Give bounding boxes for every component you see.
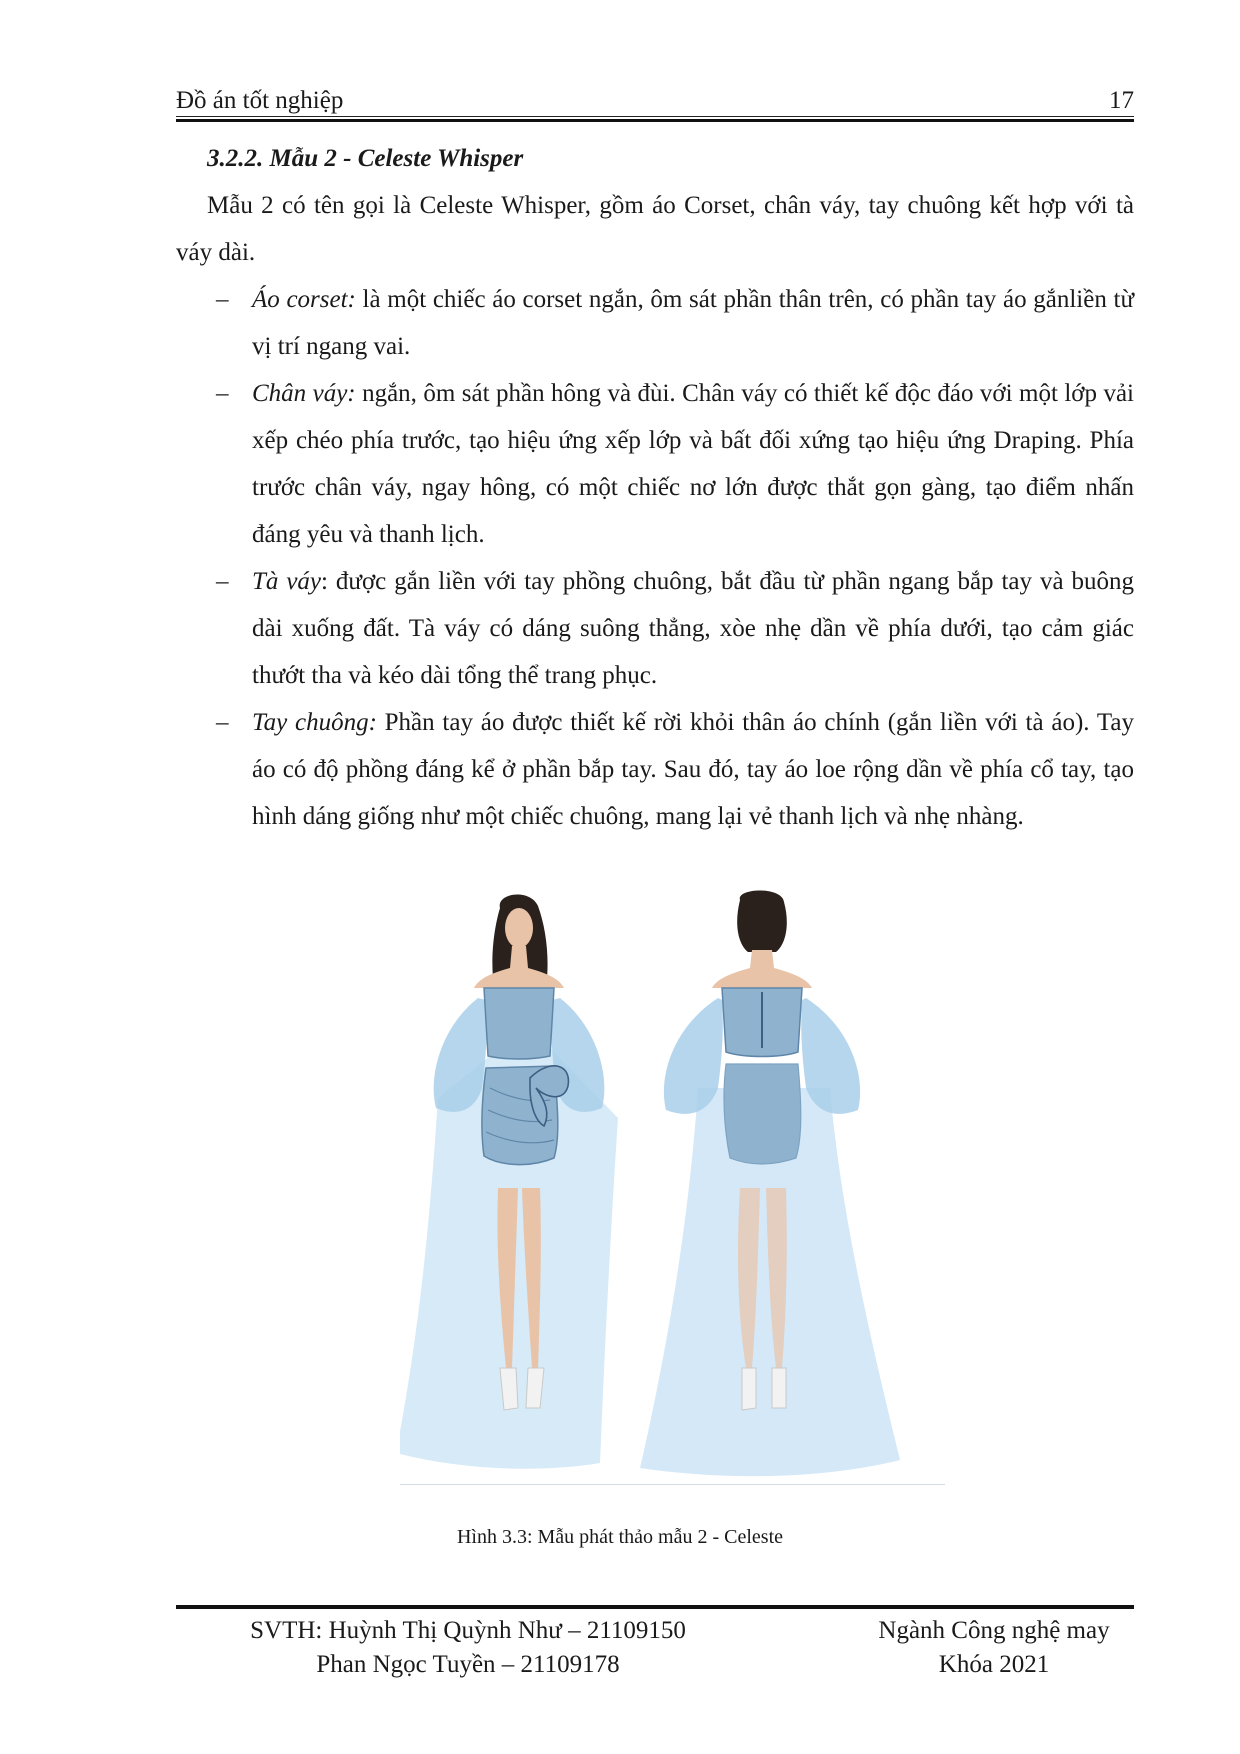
page-header	[176, 84, 1134, 118]
list-item-term: Áo corset:	[252, 286, 356, 313]
list-item-text: : được gắn liền với tay phồng chuông, bắt đầu từ phần ngang bắp tay và buông dài xuống đất. Tà váy có dáng suông thẳng, xòe nhẹ dần về phía dưới, tạo cảm giác thướt tha và kéo dài tổng thể trang phục.	[252, 568, 1134, 689]
footer-author-2: Phan Ngọc Tuyền – 21109178	[316, 1651, 620, 1678]
list-item-sleeve	[176, 699, 1134, 840]
back-right-sleeve	[801, 998, 860, 1114]
list-item-term: Tay chuông:	[252, 709, 377, 736]
list-item-term: Tà váy	[252, 568, 322, 595]
component-list	[176, 276, 1134, 840]
bullet-dash: –	[216, 709, 229, 736]
list-item-skirt	[176, 370, 1134, 558]
front-corset	[484, 988, 554, 1059]
back-skirt	[724, 1064, 801, 1164]
bullet-dash: –	[216, 568, 229, 595]
header-rule	[176, 116, 1134, 117]
fashion-sketch-figure	[400, 888, 940, 1484]
page-body	[176, 135, 1134, 840]
footer-authors	[208, 1614, 728, 1682]
fashion-sketch-illustration	[400, 888, 940, 1484]
list-item-corset	[176, 276, 1134, 370]
footer-cohort: Khóa 2021	[938, 1651, 1050, 1678]
back-torso-skin	[712, 950, 812, 988]
front-torso-skin	[474, 946, 564, 988]
back-hair	[737, 891, 787, 953]
figure-baseline	[400, 1484, 945, 1485]
bullet-dash: –	[216, 380, 229, 407]
front-left-sleeve	[434, 998, 487, 1112]
page-footer	[176, 1614, 1134, 1694]
footer-major: Ngành Công nghệ may	[878, 1617, 1110, 1644]
back-view-figure	[640, 891, 900, 1477]
front-view-figure	[400, 894, 618, 1468]
intro-paragraph: Mẫu 2 có tên gọi là Celeste Whisper, gồm áo Corset, chân váy, tay chuông kết hợp với tà váy dài.	[176, 192, 1134, 266]
bullet-dash: –	[216, 286, 229, 313]
front-face	[505, 908, 533, 948]
header-doc-title: Đồ án tốt nghiệp	[176, 87, 344, 114]
back-left-sleeve	[664, 998, 723, 1114]
list-item-term: Chân váy:	[252, 380, 356, 407]
header-rule-thick	[176, 119, 1134, 122]
header-page-number: 17	[1109, 87, 1134, 114]
section-title: 3.2.2. Mẫu 2 - Celeste Whisper	[207, 145, 524, 172]
list-item-text: Phần tay áo được thiết kế rời khỏi thân áo chính (gắn liền với tà áo). Tay áo có độ phồng đáng kể ở phần bắp tay. Sau đó, tay áo loe rộng dần về phía cổ tay, tạo hình dáng giống như một chiếc chuông, mang lại vẻ thanh lịch và nhẹ nhàng.	[252, 709, 1134, 830]
list-item-text: ngắn, ôm sát phần hông và đùi. Chân váy có thiết kế độc đáo với một lớp vải xếp chéo phía trước, tạo hiệu ứng xếp lớp và bất đối xứng tạo hiệu ứng Draping. Phía trước chân váy, ngay hông, có một chiếc nơ lớn được thắt gọn gàng, tạo điểm nhấn đáng yêu và thanh lịch.	[252, 380, 1134, 548]
footer-rule	[176, 1605, 1134, 1609]
figure-caption: Hình 3.3: Mẫu phát thảo mẫu 2 - Celeste	[456, 1526, 784, 1548]
footer-author-1: SVTH: Huỳnh Thị Quỳnh Như – 21109150	[250, 1617, 686, 1644]
list-item-text: là một chiếc áo corset ngắn, ôm sát phần thân trên, có phần tay áo gắnliền từ vị trí ngang vai.	[252, 286, 1134, 360]
footer-program	[854, 1614, 1134, 1682]
list-item-train	[176, 558, 1134, 699]
